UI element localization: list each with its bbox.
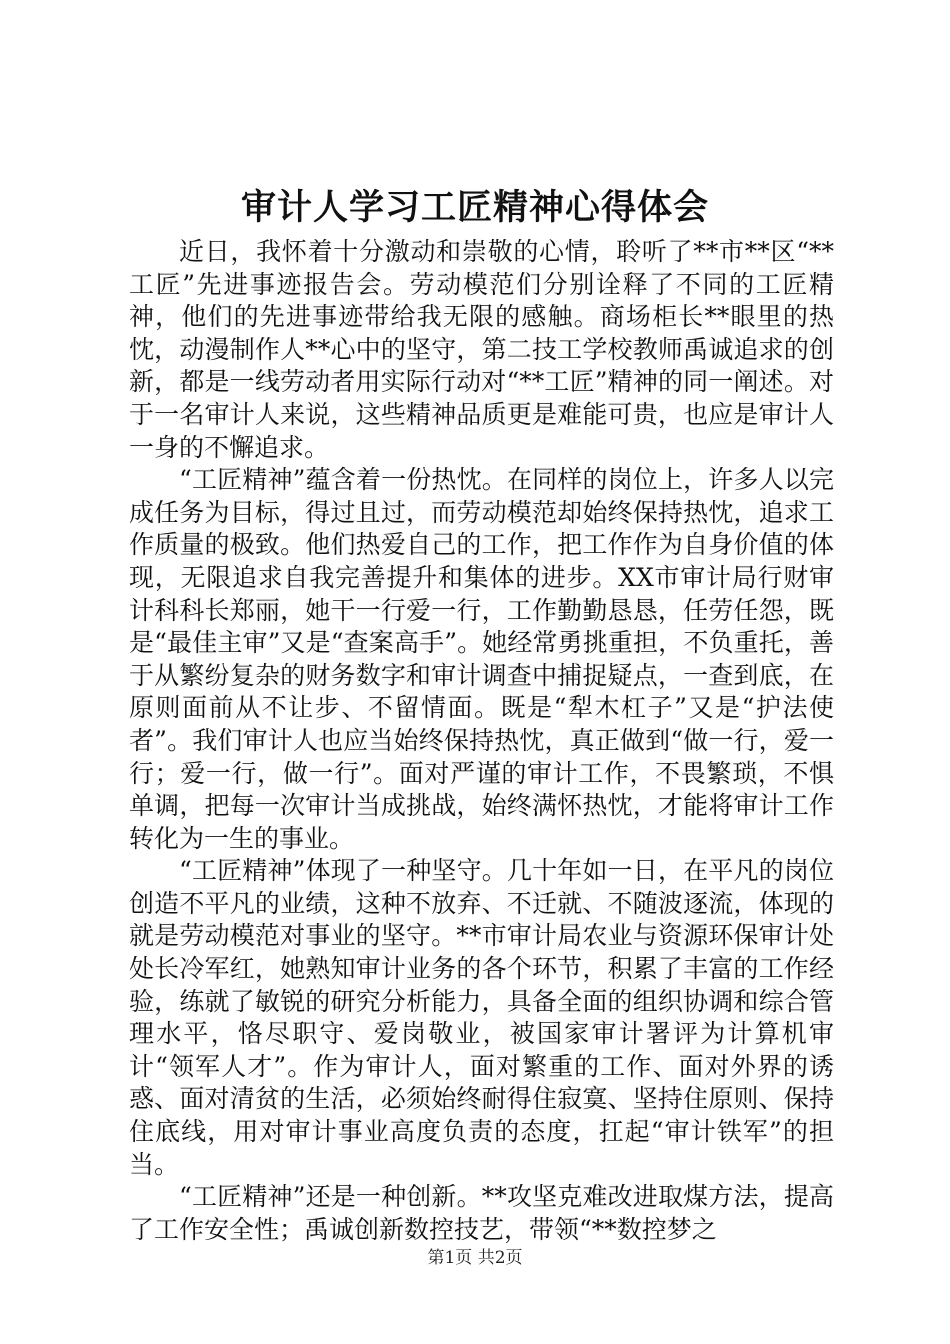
paragraph: “工匠精神”体现了一种坚守。几十年如一日，在平凡的岗位创造不平凡的业绩，这种不放弃、不迁就、不随波逐流，体现的就是劳动模范对事业的坚守。**市审计局农业与资源环保审计处处长冷军红，她熟知审计业务的各个环节，积累了丰富的工作经验，练就了敏锐的研究分析能力，具备全面的组织协调和综合管理水平，恪尽职守、爱岗敬业，被国家审计署评为计算机审计“领军人才”。作为审计人，面对繁重的工作、面对外界的诱惑、面对清贫的生活，必须始终耐得住寂寞、坚持住原则、保持住底线，用对审计事业高度负责的态度，扛起“审计铁军”的担当。: [129, 856, 834, 1179]
document-body: [129, 236, 834, 1246]
paragraph: “工匠精神”蕴含着一份热忱。在同样的岗位上，许多人以完成任务为目标，得过且过，而劳动模范却始终保持热忱，追求工作质量的极致。他们热爱自己的工作，把工作作为自身价值的体现，无限追求自我完善提升和集体的进步。XX市审计局行财审计科科长郑丽，她干一行爱一行，工作勤勤恳恳，任劳任怨，既是“最佳主审”又是“查案高手”。她经常勇挑重担，不负重托，善于从繁纷复杂的财务数字和审计调查中捕捉疑点，一查到底，在原则面前从不让步、不留情面。既是“犁木杠子”又是“护法使者”。我们审计人也应当始终保持热忱，真正做到“做一行，爱一行；爱一行，做一行”。面对严谨的审计工作，不畏繁琐，不惧单调，把每一次审计当成挑战，始终满怀热忱，才能将审计工作转化为一生的事业。: [129, 465, 834, 853]
paragraph: 近日，我怀着十分激动和崇敬的心情，聆听了**市**区“**工匠”先进事迹报告会。劳动模范们分别诠释了不同的工匠精神，他们的先进事迹带给我无限的感触。商场柜长**眼里的热忱，动漫制作人**心中的坚守，第二技工学校教师禹诚追求的创新，都是一线劳动者用实际行动对“**工匠”精神的同一阐述。对于一名审计人来说，这些精神品质更是难能可贵，也应是审计人一身的不懈追求。: [129, 237, 834, 462]
page-number-footer: 第1页 共2页: [427, 1248, 523, 1268]
paragraph: “工匠精神”还是一种创新。**攻坚克难改进取煤方法，提高了工作安全性；禹诚创新数控技艺，带领“**数控梦之: [129, 1182, 834, 1244]
document-title: 审计人学习工匠精神心得体会: [240, 187, 709, 228]
